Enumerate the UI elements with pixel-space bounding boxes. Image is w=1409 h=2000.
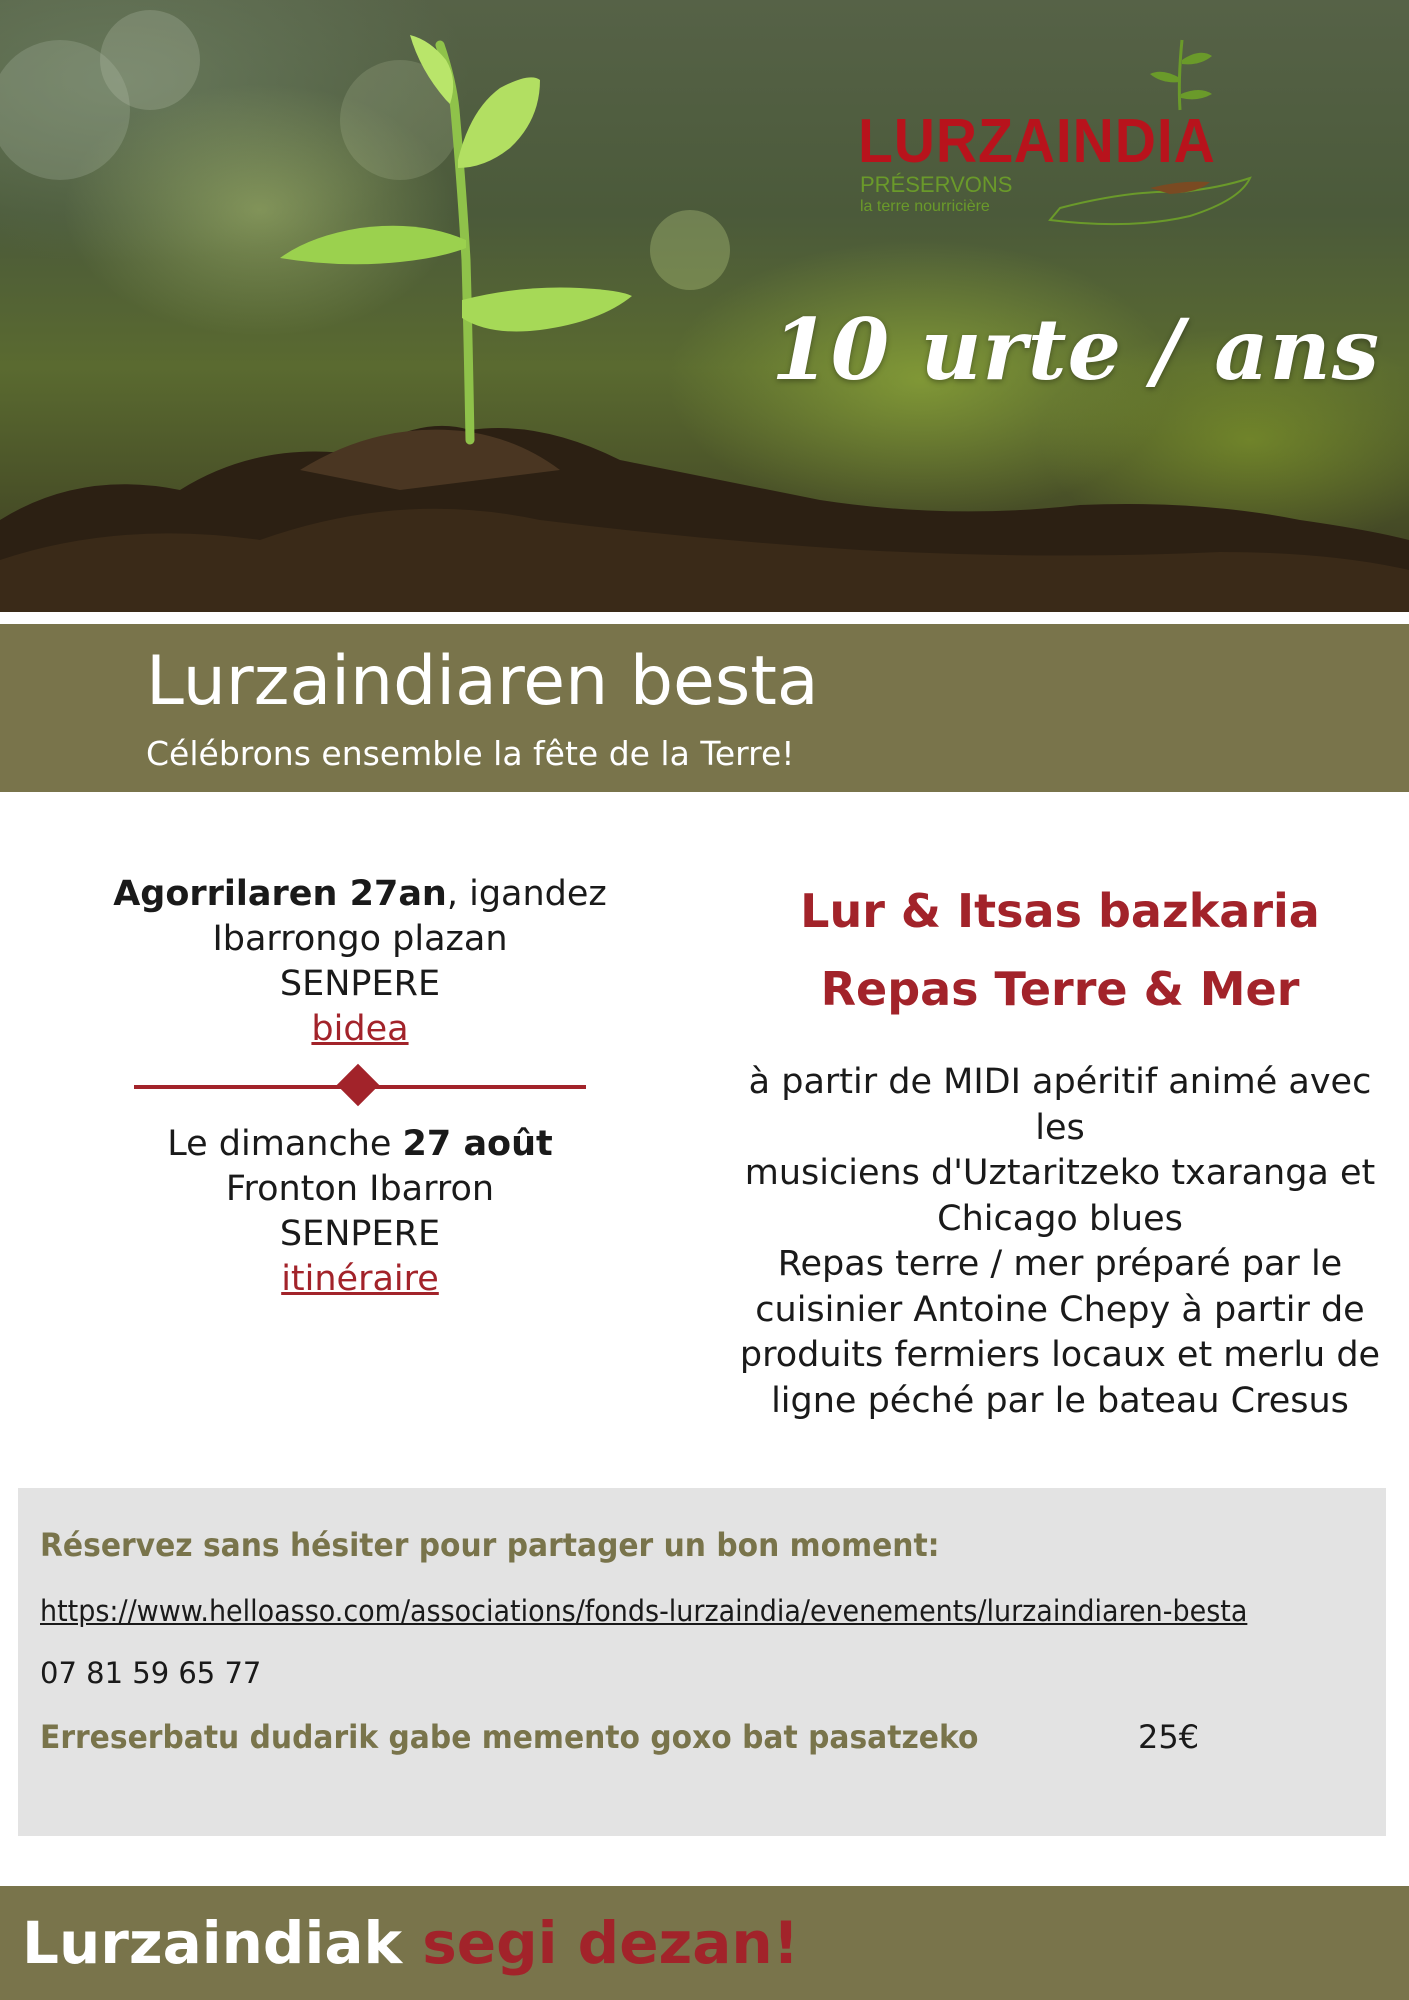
logo-tagline-1: PRÉSERVONS bbox=[860, 172, 1013, 197]
basque-town: SENPERE bbox=[279, 964, 441, 1004]
meal-description bbox=[720, 1060, 1400, 1424]
event-title: Lurzaindiaren besta bbox=[146, 642, 819, 721]
meal-description-line: Repas terre / mer préparé par le bbox=[777, 1244, 1343, 1284]
reservation-basque-text: Erreserbatu dudarik gabe memento goxo bat pasatzeko bbox=[40, 1718, 979, 1756]
basque-date-bold: Agorrilaren 27an bbox=[113, 874, 447, 914]
footer-slogan-part-1: Lurzaindiak bbox=[22, 1909, 423, 1977]
french-directions-link[interactable]: itinéraire bbox=[281, 1259, 439, 1299]
footer-slogan-part-2: segi dezan! bbox=[422, 1909, 800, 1977]
french-town: SENPERE bbox=[279, 1214, 441, 1254]
lurzaindia-logo bbox=[850, 20, 1270, 240]
meal-details-column bbox=[720, 872, 1400, 1424]
meal-description-line: à partir de MIDI apéritif animé avec les bbox=[748, 1062, 1372, 1148]
meal-description-line: musiciens d'Uztaritzeko txaranga et bbox=[744, 1153, 1376, 1193]
anniversary-title: 10 urte / ans bbox=[771, 300, 1380, 399]
basque-date-line bbox=[100, 872, 620, 917]
meal-description-line: ligne péché par le bateau Cresus bbox=[771, 1380, 1349, 1421]
french-date-bold: 27 août bbox=[402, 1124, 553, 1164]
meal-heading-basque: Lur & Itsas bazkaria bbox=[800, 884, 1320, 938]
price: 25€ bbox=[1138, 1718, 1200, 1756]
footer-band bbox=[0, 1886, 1409, 2000]
basque-directions-link[interactable]: bidea bbox=[311, 1009, 409, 1049]
hero-banner bbox=[0, 0, 1409, 612]
logo-tagline-2: la terre nourricière bbox=[860, 198, 990, 215]
title-band bbox=[0, 624, 1409, 792]
meal-heading-french: Repas Terre & Mer bbox=[820, 962, 1300, 1016]
french-place: Fronton Ibarron bbox=[225, 1169, 495, 1209]
french-date-line bbox=[100, 1122, 620, 1167]
meal-description-line: cuisinier Antoine Chepy à partir de bbox=[755, 1289, 1365, 1330]
reservation-box bbox=[18, 1488, 1386, 1836]
french-date-prefix: Le dimanche bbox=[167, 1124, 403, 1164]
event-details-column bbox=[100, 872, 620, 1302]
diamond-icon bbox=[337, 1064, 379, 1106]
diamond-divider bbox=[134, 1066, 586, 1106]
meal-description-line: produits fermiers locaux et merlu de bbox=[739, 1335, 1381, 1375]
reservation-heading: Réservez sans hésiter pour partager un bon moment: bbox=[40, 1526, 940, 1564]
basque-date-rest: , igandez bbox=[446, 874, 607, 914]
event-subtitle: Célébrons ensemble la fête de la Terre! bbox=[146, 734, 795, 773]
footer-slogan bbox=[22, 1908, 799, 1978]
basque-place: Ibarrongo plazan bbox=[212, 919, 508, 959]
reservation-phone: 07 81 59 65 77 bbox=[40, 1656, 262, 1690]
reservation-link[interactable]: https://www.helloasso.com/associations/fonds-lurzaindia/evenements/lurzaindiaren-besta bbox=[40, 1594, 1248, 1628]
meal-description-line: Chicago blues bbox=[937, 1198, 1183, 1239]
logo-wordmark: LURZAINDIA bbox=[858, 107, 1216, 176]
